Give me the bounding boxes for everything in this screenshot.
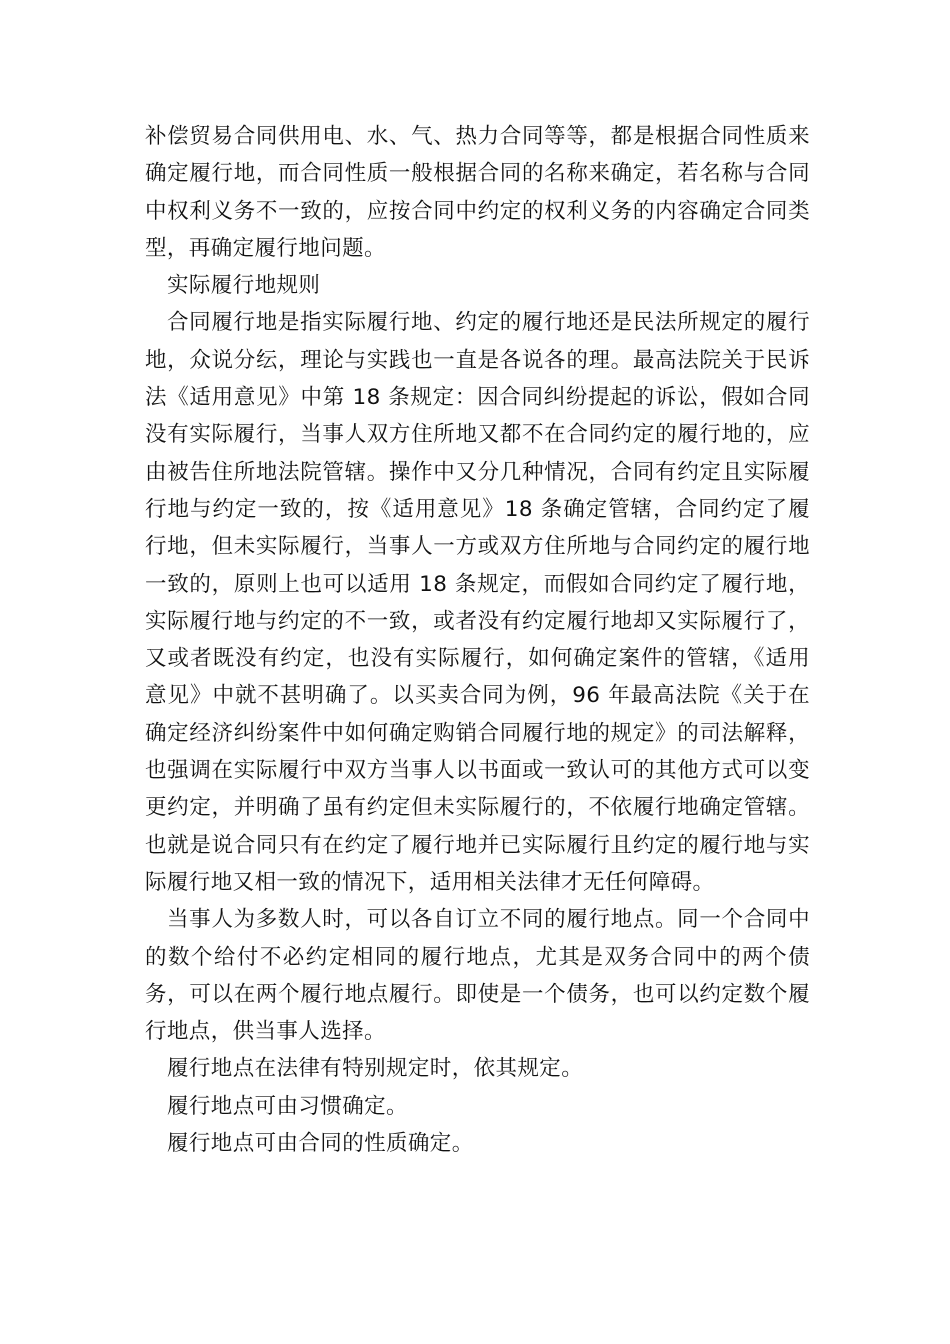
- paragraph-continuation: 补偿贸易合同供用电、水、气、热力合同等等，都是根据合同性质来确定履行地，而合同性质一般根据合同的名称来确定，若名称与合同中权利义务不一致的，应按合同中约定的权利义务的内容确定合同类型，再确定履行地问题。: [145, 124, 810, 261]
- paragraph-legal-rule: 履行地点在法律有特别规定时，依其规定。: [167, 1056, 584, 1082]
- paragraph-custom-rule: 履行地点可由习惯确定。: [167, 1093, 408, 1119]
- paragraph-multiple-parties: 当事人为多数人时，可以各自订立不同的履行地点。同一个合同中的数个给付不必约定相同的履行地点，尤其是双务合同中的两个债务，可以在两个履行地点履行。即使是一个债务，也可以约定数个履行地点，供当事人选择。: [145, 907, 810, 1045]
- document-body: [145, 118, 810, 1162]
- section-heading: 实际履行地规则: [167, 273, 321, 299]
- paragraph-performance-place: 合同履行地是指实际履行地、约定的履行地还是民法所规定的履行地，众说分纭，理论与实践也一直是各说各的理。最高法院关于民诉法《适用意见》中第 18 条规定：因合同纠纷提起的诉讼，假如合同没有实际履行，当事人双方住所地又都不在合同约定的履行地的，应由被告住所地法院管辖。操作中又分几种情况，合同有约定且实际履行地与约定一致的，按《适用意见》18 条确定管辖，合同约定了履行地，但未实际履行，当事人一方或双方住所地与合同约定的履行地一致的，原则上也可以适用 18 条规定，而假如合同约定了履行地，实际履行地与约定的不一致，或者没有约定履行地却又实际履行了，又或者既没有约定，也没有实际履行，如何确定案件的管辖，《适用意见》中就不甚明确了。以买卖合同为例，96 年最高法院《关于在确定经济纠纷案件中如何确定购销合同履行地的规定》的司法解释，也强调在实际履行中双方当事人以书面或一致认可的其他方式可以变更约定，并明确了虽有约定但未实际履行的，不依履行地确定管辖。也就是说合同只有在约定了履行地并已实际履行且约定的履行地与实际履行地又相一致的情况下，适用相关法律才无任何障碍。: [145, 310, 810, 895]
- paragraph-nature-rule: 履行地点可由合同的性质确定。: [167, 1131, 474, 1157]
